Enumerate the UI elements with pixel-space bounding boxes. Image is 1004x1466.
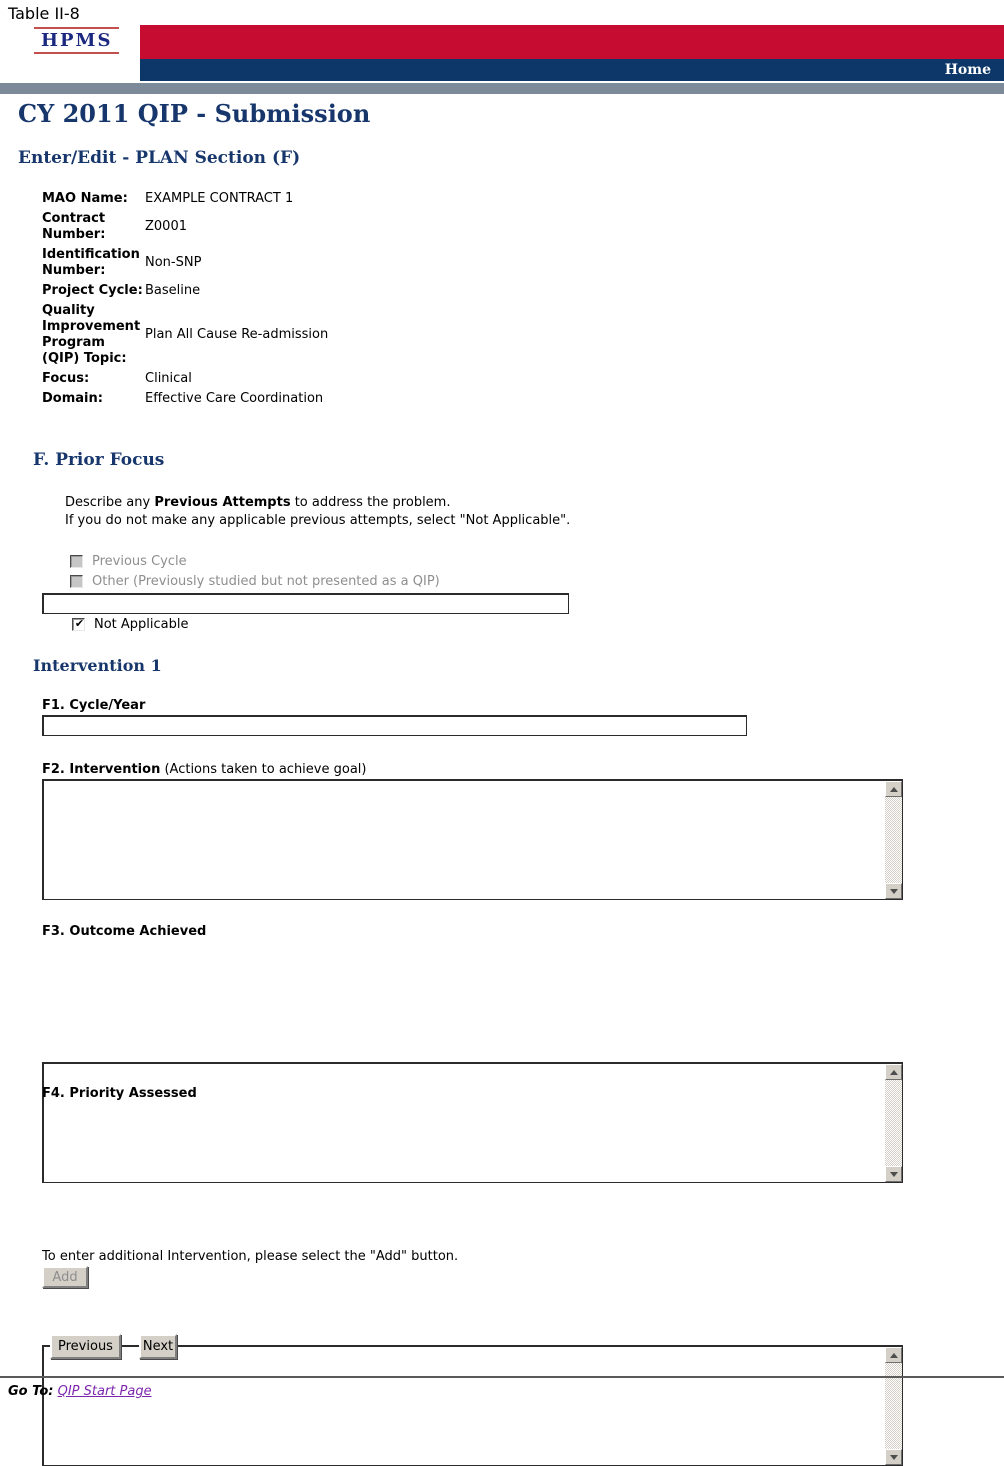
add-button[interactable]: Add xyxy=(42,1266,88,1288)
previous-cycle-checkbox-row xyxy=(70,554,187,569)
f3-scrollbar[interactable] xyxy=(885,1064,902,1182)
page-subtitle: Enter/Edit - PLAN Section (F) xyxy=(18,148,301,168)
next-button[interactable]: Next xyxy=(139,1334,177,1359)
f2-hint: (Actions taken to achieve goal) xyxy=(160,762,367,777)
not-applicable-label: Not Applicable xyxy=(94,617,189,632)
arrow-down-icon xyxy=(890,889,898,894)
scroll-down-button[interactable] xyxy=(885,1449,902,1465)
arrow-up-icon xyxy=(890,1353,898,1358)
scroll-down-button[interactable] xyxy=(885,883,902,899)
summary-value: Plan All Cause Re-admission xyxy=(145,327,329,342)
gray-divider-bar xyxy=(0,83,1004,94)
scroll-up-button[interactable] xyxy=(885,1347,902,1363)
summary-label: Project Cycle: xyxy=(42,283,143,298)
arrow-down-icon xyxy=(890,1172,898,1177)
summary-label: MAO Name: xyxy=(42,191,128,206)
arrow-up-icon xyxy=(890,1070,898,1075)
summary-value: EXAMPLE CONTRACT 1 xyxy=(145,191,294,206)
summary-label: Quality Improvement Program (QIP) Topic: xyxy=(42,303,141,366)
f2-scrollbar[interactable] xyxy=(885,781,902,899)
summary-value: Baseline xyxy=(145,283,201,298)
summary-label: Domain: xyxy=(42,391,103,406)
goto-row xyxy=(8,1384,152,1399)
arrow-up-icon xyxy=(890,787,898,792)
contract-summary-table xyxy=(42,191,762,407)
goto-label: Go To: xyxy=(8,1384,54,1399)
f3-label: F3. Outcome Achieved xyxy=(42,924,207,939)
home-link[interactable]: Home xyxy=(944,62,991,78)
not-applicable-checkbox-row[interactable] xyxy=(72,617,189,632)
summary-value: Z0001 xyxy=(145,219,187,234)
summary-label: Contract Number: xyxy=(42,211,106,242)
f4-priority-textarea[interactable] xyxy=(42,1345,903,1466)
scroll-up-button[interactable] xyxy=(885,781,902,797)
previous-cycle-checkbox xyxy=(70,555,83,568)
instruction-line-1: Describe any Previous Attempts to address the problem. xyxy=(65,495,451,510)
other-label: Other (Previously studied but not presented as a QIP) xyxy=(92,574,440,589)
summary-value: Non-SNP xyxy=(145,255,202,270)
red-banner xyxy=(140,25,1004,59)
summary-value: Effective Care Coordination xyxy=(145,391,324,406)
scroll-up-button[interactable] xyxy=(885,1064,902,1080)
qip-start-page-link[interactable]: QIP Start Page xyxy=(57,1384,152,1399)
summary-value: Clinical xyxy=(145,371,192,386)
f2-intervention-textarea[interactable] xyxy=(42,779,903,900)
page-title: CY 2011 QIP - Submission xyxy=(18,99,371,128)
summary-label: Focus: xyxy=(42,371,90,386)
top-nav-bar xyxy=(140,59,1004,81)
instruction-line-2: If you do not make any applicable previous attempts, select "Not Applicable". xyxy=(65,513,571,528)
other-checkbox xyxy=(70,575,83,588)
not-applicable-checkbox[interactable] xyxy=(72,618,85,631)
previous-button[interactable]: Previous xyxy=(50,1334,121,1359)
table-caption: Table II-8 xyxy=(8,4,80,23)
prior-focus-instructions xyxy=(65,494,785,530)
f2-label: F2. Intervention (Actions taken to achieve goal) xyxy=(42,762,367,777)
other-checkbox-row xyxy=(70,574,440,589)
f1-label: F1. Cycle/Year xyxy=(42,698,146,713)
scroll-down-button[interactable] xyxy=(885,1166,902,1182)
f4-scrollbar[interactable] xyxy=(885,1347,902,1465)
intervention-heading: Intervention 1 xyxy=(33,656,162,675)
f3-outcome-textarea[interactable] xyxy=(42,1062,903,1183)
footer-divider xyxy=(0,1376,1004,1378)
other-description-input[interactable] xyxy=(42,593,569,614)
hpms-logo: HPMS xyxy=(34,27,119,54)
f1-cycle-year-input[interactable] xyxy=(42,715,747,736)
previous-cycle-label: Previous Cycle xyxy=(92,554,187,569)
summary-label: Identification Number: xyxy=(42,247,140,278)
arrow-down-icon xyxy=(890,1455,898,1460)
f4-label: F4. Priority Assessed xyxy=(42,1086,197,1101)
add-instruction-text: To enter additional Intervention, please select the "Add" button. xyxy=(42,1249,459,1264)
prior-focus-heading: F. Prior Focus xyxy=(33,450,165,470)
